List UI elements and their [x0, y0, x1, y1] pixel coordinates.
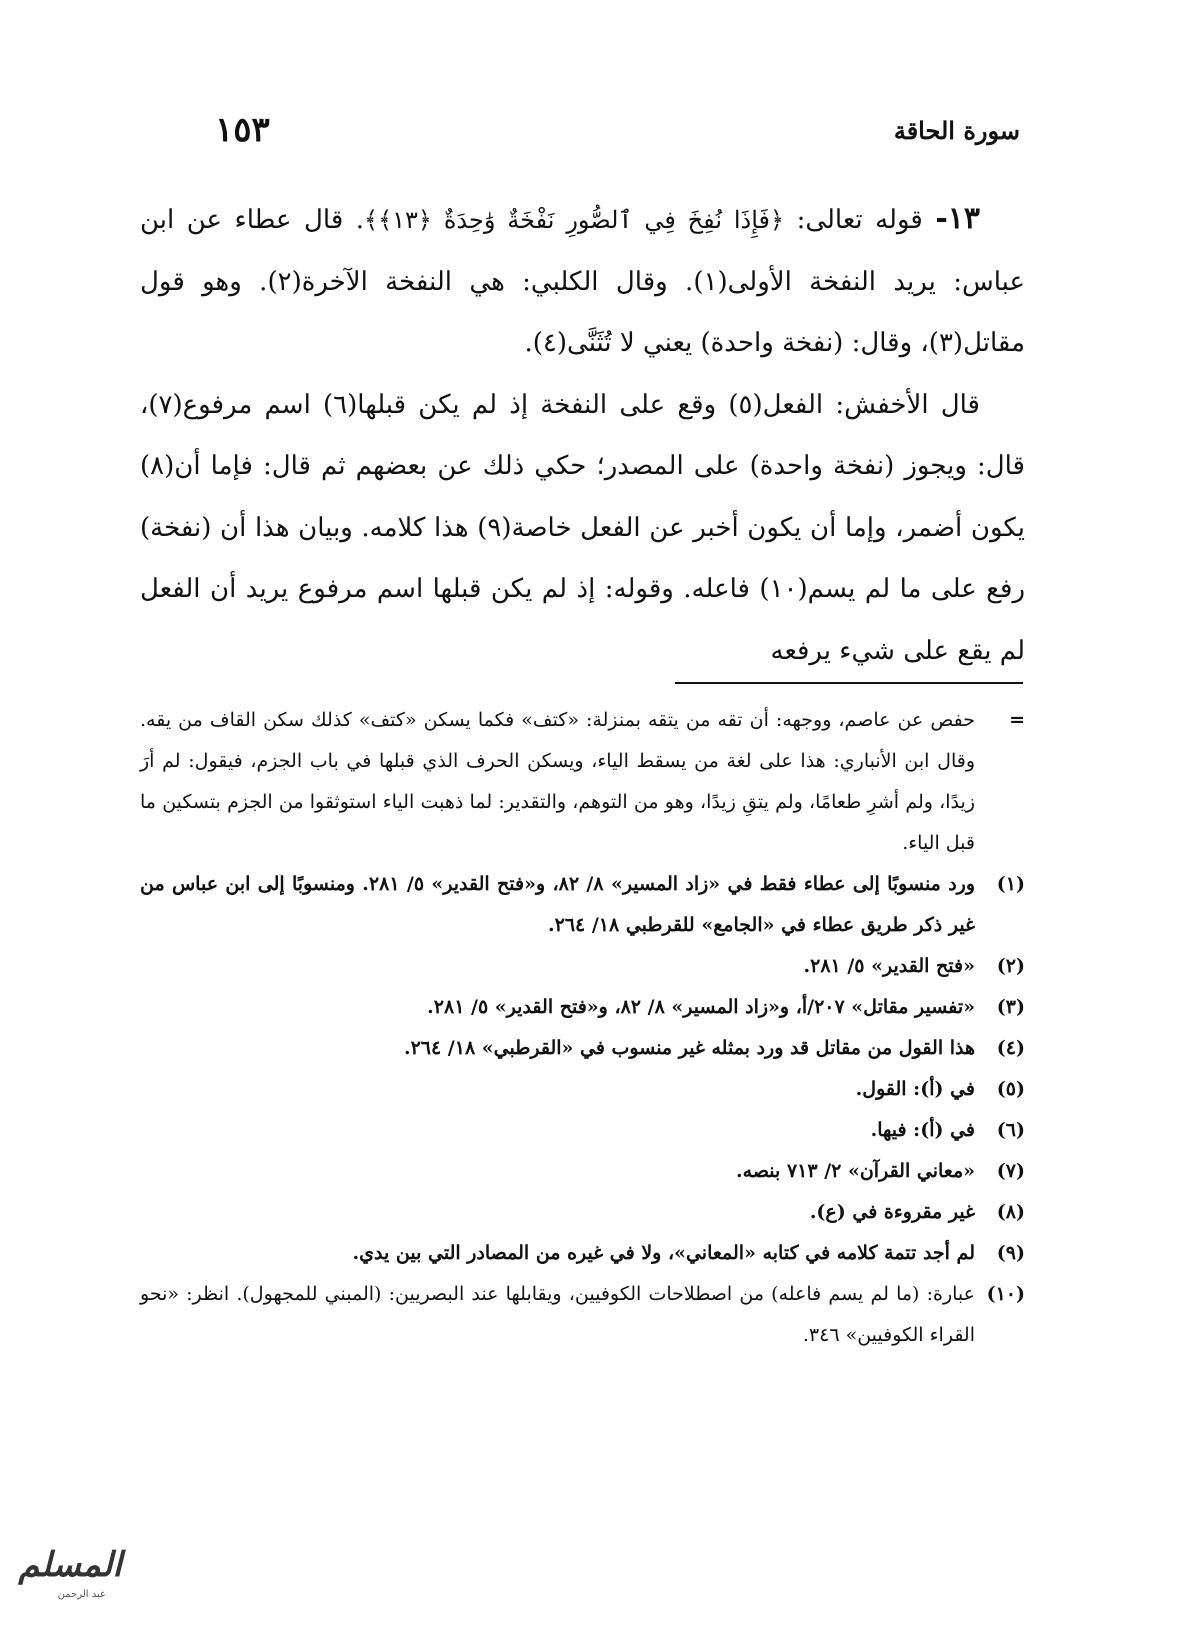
page-number: ١٥٣: [215, 110, 270, 150]
footnote-text: ورد منسوبًا إلى عطاء فقط في «زاد المسير» ٨/ ٨٢، و«فتح القدير» ٥/ ٢٨١. ومنسوبًا إلى ابن عباس من غير ذكر طريق عطاء في «الجامع» للقرطبي ١٨/ ٢٦٤.: [140, 873, 976, 936]
footnote-marker: (٣): [996, 996, 1025, 1018]
footnote-text: غير مقروءة في (ع).: [809, 1201, 975, 1223]
main-paragraph-1: [140, 188, 1025, 375]
footnote-divider: [675, 682, 1023, 684]
footnote-item: [140, 864, 1025, 946]
paragraph-text: قال الأخفش: الفعل(٥) وقع على النفخة إذ لم يكن قبلها(٦) اسم مرفوع(٧)، قال: ويجوز (نفخة واحدة) على المصدر؛ حكي ذلك عن بعضهم ثم قال: فإما أن(٨) يكون أضمر، وإما أن يكون أخبر عن الفعل خاصة(٩) هذا كلامه. وبيان هذا أن (نفخة) رفع على ما لم يسم(١٠) فاعله. وقوله: إذ لم يكن قبلها اسم مرفوع يريد أن الفعل لم يقع على شيء يرفعه: [140, 389, 1026, 666]
surah-title: سورة الحاقة: [893, 116, 1020, 145]
page-header: [150, 110, 1020, 160]
publisher-logo: [8, 1545, 126, 1615]
footnote-marker: (٦): [996, 1119, 1025, 1141]
footnote-item: [140, 1028, 1025, 1069]
footnote-marker: (١٠): [986, 1283, 1025, 1305]
footnote-text: هذا القول من مقاتل قد ورد بمثله غير منسوب في «القرطبي» ١٨/ ٢٦٤.: [403, 1037, 975, 1059]
footnote-text: في (أ): القول.: [855, 1078, 975, 1100]
footnote-text: لم أجد تتمة كلامه في كتابه «المعاني»، ولا في غيره من المصادر التي بين يدي.: [352, 1242, 975, 1264]
quran-verse: ﴿فَإِذَا نُفِخَ فِي ٱلصُّورِ نَفْخَةٌ وَٰحِدَةٌ ﴿١٣﴾﴾: [364, 206, 785, 234]
verse-commentary-number: ١٣-: [935, 201, 981, 236]
footnote-marker: =: [1009, 709, 1025, 731]
footnote-text: «معاني القرآن» ٢/ ٧١٣ بنصه.: [736, 1160, 975, 1182]
footnote-item: [140, 700, 1025, 864]
footnote-marker: (٨): [996, 1201, 1025, 1223]
paragraph-intro: قوله تعالى:: [796, 205, 923, 235]
footnote-item: [140, 1274, 1025, 1356]
footnote-item: [140, 1192, 1025, 1233]
footnote-item: [140, 1110, 1025, 1151]
footnote-marker: (٤): [996, 1037, 1025, 1059]
footnote-item: [140, 1151, 1025, 1192]
main-text: [140, 188, 1025, 682]
footnote-item: [140, 1069, 1025, 1110]
logo-sub-text: عبد الرحمن: [57, 1589, 106, 1600]
main-paragraph-2: [140, 375, 1025, 683]
footnote-item: [140, 1233, 1025, 1274]
footnote-marker: (٩): [996, 1242, 1025, 1264]
footnotes: [140, 700, 1025, 1356]
footnote-text: عبارة: (ما لم يسم فاعله) من اصطلاحات الكوفيين، ويقابلها عند البصريين: (المبني للمجهول). انظر: «نحو القراء الكوفيين» ٣٤٦.: [140, 1283, 975, 1346]
footnote-item: [140, 946, 1025, 987]
footnote-text: حفص عن عاصم، ووجهه: أن تقه من يتقه بمنزلة: «كتف» فكما يسكن «كتف» كذلك سكن القاف من يقه. وقال ابن الأنباري: هذا على لغة من يسقط الياء، ويسكن الحرف الذي قبلها في باب الجزم، فيقول: لم أرَ زيدًا، ولم أشرِ طعامًا، ولم يتقِ زيدًا، وهو من التوهم، والتقدير: لما ذهبت الياء استوثقوا من الجزم بتسكين ما قبل الياء.: [140, 709, 975, 854]
footnote-marker: (٢): [996, 955, 1025, 977]
logo-main-text: المسلم: [18, 1545, 122, 1585]
footnote-text: «فتح القدير» ٥/ ٢٨١.: [803, 955, 975, 977]
paragraph-text: . قال عطاء عن ابن عباس: يريد النفخة الأولى(١). وقال الكلبي: هي النفخة الآخرة(٢). وهو قول مقاتل(٣)، وقال: (نفخة واحدة) يعني لا تُثَنَّى(٤).: [140, 205, 1026, 358]
footnote-marker: (٧): [996, 1160, 1025, 1182]
footnote-marker: (٥): [996, 1078, 1025, 1100]
footnote-item: [140, 987, 1025, 1028]
footnote-text: في (أ): فيها.: [870, 1119, 975, 1141]
footnote-text: «تفسير مقاتل» ٢٠٧/أ، و«زاد المسير» ٨/ ٨٢، و«فتح القدير» ٥/ ٢٨١.: [427, 996, 975, 1018]
footnote-marker: (١): [996, 873, 1025, 895]
